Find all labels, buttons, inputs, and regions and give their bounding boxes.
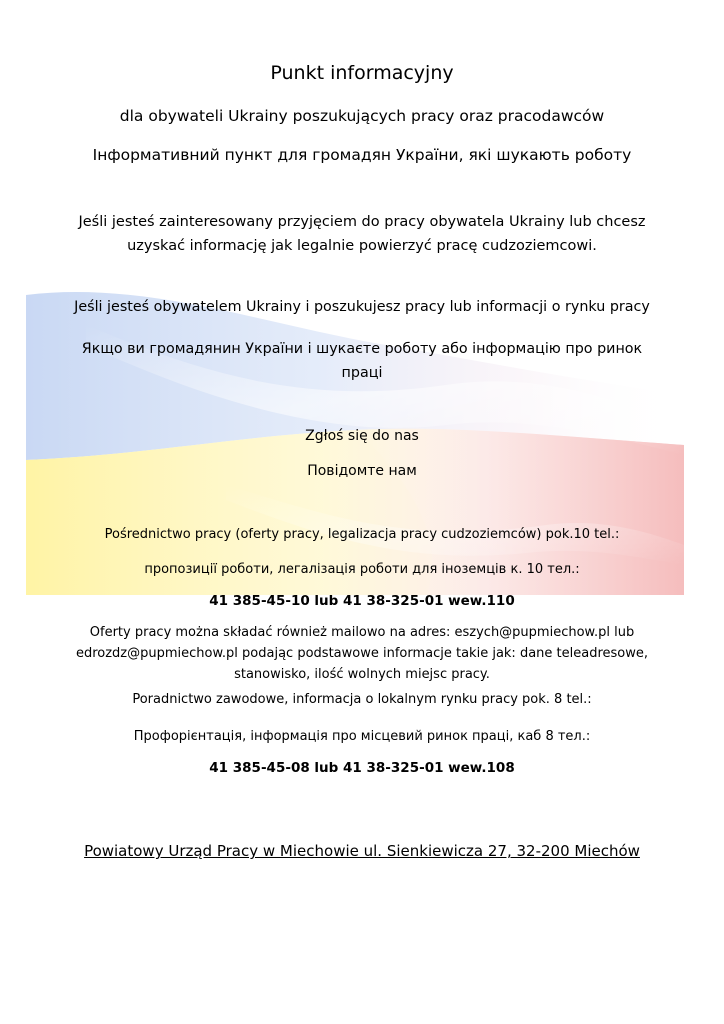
jobseeker-ukrainian	[30, 337, 694, 385]
offers-line-1: Oferty pracy można składać również mailowo na adres: eszych@pupmiechow.pl lub	[89, 625, 635, 640]
employer-line-2: uzyskać informację jak legalnie powierzyć pracę cudzoziemcowi.	[127, 238, 597, 254]
offers-line-3: stanowisko, ilość wolnych miejsc pracy.	[234, 667, 490, 682]
page-title: Punkt informacyjny	[270, 62, 454, 84]
offers-paragraph	[30, 622, 694, 685]
mediation-ukrainian: пропозиції роботи, легалізація роботи для іноземців к. 10 тел.:	[144, 562, 580, 577]
jobseeker-ua-line-2: праці	[341, 365, 383, 381]
counseling-phone: 41 385-45-08 lub 41 38-325-01 wew.108	[209, 760, 515, 776]
subtitle-ukrainian: Інформативний пункт для громадян України, які шукають роботу	[92, 146, 632, 164]
subtitle-polish: dla obywateli Ukrainy poszukujących pracy oraz pracodawców	[119, 107, 605, 125]
jobseeker-polish: Jeśli jesteś obywatelem Ukrainy i poszukujesz pracy lub informacji o rynku pracy	[74, 299, 650, 315]
counseling-ukrainian: Профорієнтація, інформація про місцевий ринок праці, каб 8 тел.:	[133, 729, 591, 744]
counseling-polish: Poradnictwo zawodowe, informacja o lokalnym rynku pracy pok. 8 tel.:	[132, 692, 592, 707]
offers-line-2: edrozdz@pupmiechow.pl podając podstawowe informacje takie jak: dane teleadresowe,	[75, 646, 649, 661]
jobseeker-ua-line-1: Якщо ви громадянин України і шукаєте роботу або інформацію про ринок	[81, 341, 643, 357]
employer-line-1: Jeśli jesteś zainteresowany przyjęciem do pracy obywatela Ukrainy lub chcesz	[78, 214, 646, 230]
call-to-action-polish: Zgłoś się do nas	[305, 428, 419, 444]
office-address: Powiatowy Urząd Pracy w Miechowie ul. Sienkiewicza 27, 32-200 Miechów	[84, 842, 640, 860]
call-to-action-ukrainian: Повідомте нам	[307, 463, 417, 479]
mediation-phone: 41 385-45-10 lub 41 38-325-01 wew.110	[209, 593, 515, 609]
mediation-polish: Pośrednictwo pracy (oferty pracy, legalizacja pracy cudzoziemców) pok.10 tel.:	[104, 527, 620, 542]
employer-paragraph	[30, 210, 694, 258]
